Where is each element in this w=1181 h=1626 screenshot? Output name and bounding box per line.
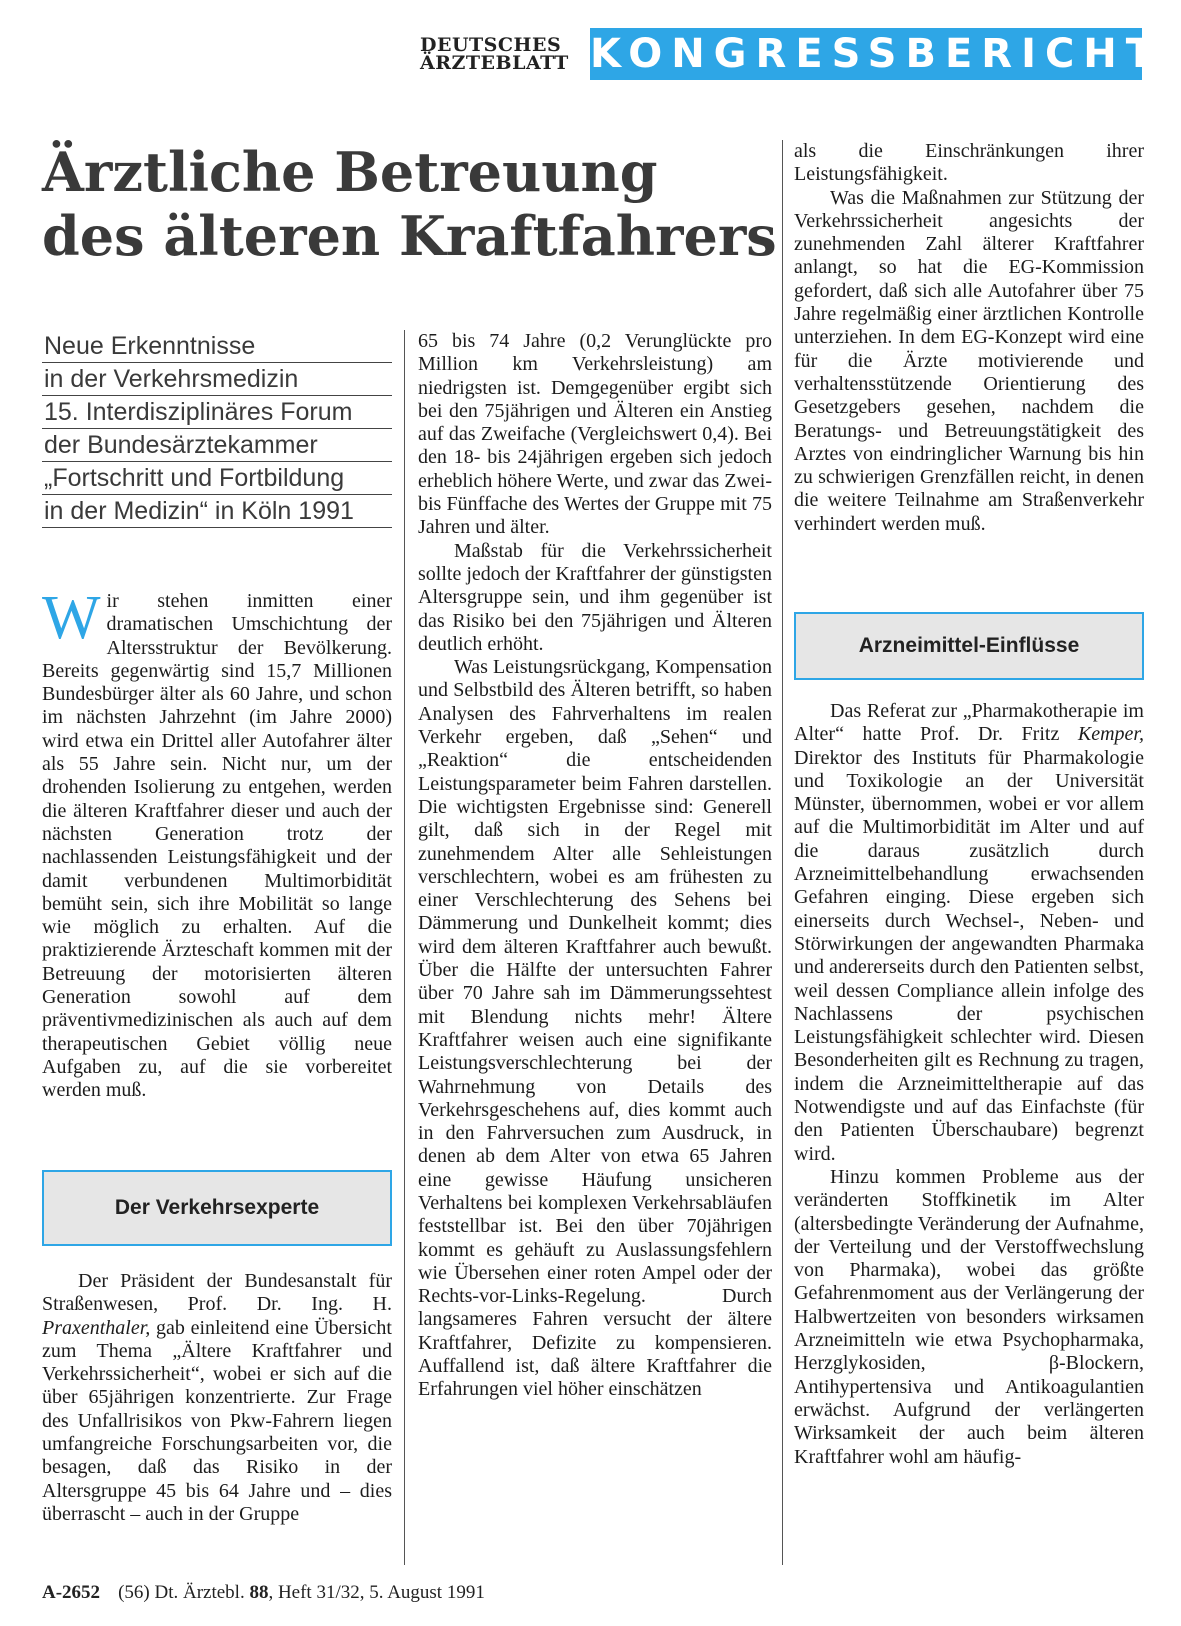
citation-text: , Heft 31/32, 5. August 1991 <box>268 1582 485 1603</box>
citation-text: (56) Dt. Ärztebl. <box>118 1582 250 1603</box>
paragraph: als die Einschränkungen ihrer Leistungsfähigkeit. <box>794 140 1144 186</box>
paragraph-president <box>42 1270 392 1526</box>
heading-verkehrsexperte: Der Verkehrsexperte <box>42 1170 392 1246</box>
title-line-1: Ärztliche Betreuung <box>42 140 658 204</box>
article-title <box>42 140 782 268</box>
paragraph-text: Das Referat zur „Pharmakotherapie im Alter“ hatte Prof. Dr. Fritz <box>794 700 1144 746</box>
paragraph-text: Der Präsident der Bundesanstalt für Straßenwesen, Prof. Dr. Ing. H. <box>42 1270 392 1316</box>
column-1-lower <box>42 1270 392 1526</box>
paragraph: 65 bis 74 Jahre (0,2 Verunglückte pro Million km Verkehrsleistung) am niedrigsten ist. Demgegenüber ergibt sich bei den 75jährigen und Älteren ein Anstieg auf das Zweifache (Vergleichswert 0,4). Bei den 18- bis 24jährigen ergeben sich jedoch erheblich höhere Werte, und zwar das Zwei- bis Fünffache des Wertes der Gruppe mit 75 Jahren und älter. <box>418 330 772 539</box>
paragraph: Maßstab für die Verkehrssicherheit sollte jedoch der Kraftfahrer der günstigsten Altersgruppe sein, und ihm gegenüber ist das Risiko bei den 75jährigen und Älteren deutlich erhöht. <box>418 539 772 655</box>
drop-cap: W <box>42 584 101 652</box>
subtitle-line: in der Medizin“ in Köln 1991 <box>42 495 392 528</box>
column-3 <box>794 140 1144 536</box>
column-3-lower <box>794 700 1144 1469</box>
section-banner: KONGRESSBERICHT <box>590 28 1142 80</box>
intro-text: ir stehen inmitten einer dramatischen Umschichtung der Altersstruktur der Bevölkerung. Bereits gegenwärtig sind 15,7 Millionen Bundesbürger älter als 60 Jahre, und schon im nächsten Jahrzehnt (im Jahre 2000) wird etwa ein Drittel aller Autofahrer älter als 55 Jahre sein. Nicht nur, um der drohenden Isolierung zu entgehen, werden die älteren Kraftfahrer dieser und auch der nächsten Generation trotz der nachlassenden Leistungsfähigkeit und der damit verbundenen Multimorbidität bemüht sein, sich ihre Mobilität so lange wie möglich zu erhalten. Auf die praktizierende Ärzteschaft kommen mit der Betreuung der motorisierten älteren Generation sowohl auf dem präventivmedizinischen als auch auf dem therapeutischen Gebiet völlig neue Aufgaben zu, auf die sie vorbereitet werden muß. <box>42 590 392 1102</box>
paragraph: Hinzu kommen Probleme aus der veränderten Stoffkinetik im Alter (altersbedingte Veränderung der Aufnahme, der Verteilung und der Verstoffwechslung von Pharmaka), wobei das größte Gefahrenmoment aus der Verlängerung der Halbwertzeiten von besonders wirksamen Arzneimitteln wie etwa Psychopharmaka, Herzglykosiden, β-Blockern, Antihypertensiva und Antikoagulantien erwächst. Aufgrund der verlängerten Wirksamkeit der auch beim älteren Kraftfahrer wohl am häufig- <box>794 1165 1144 1468</box>
column-1 <box>42 584 392 1103</box>
subtitle-line: Neue Erkenntnisse <box>42 330 392 363</box>
volume-number: 88 <box>249 1582 269 1603</box>
paragraph-kemper <box>794 700 1144 1166</box>
paragraph: Was Leistungsrückgang, Kompensation und Selbstbild des Älteren betrifft, so haben Analysen des Fahrverhaltens im realen Verkehr ergeben, daß „Sehen“ und „Reaktion“ die entscheidenden Leistungsparameter beim Fahren darstellen. Die wichtigsten Ergebnisse sind: Generell gilt, daß sich in der Regel mit zunehmendem Alter alle Sehleistungen verschlechtern, wobei es am frühesten zu einer Verschlechterung des Sehens bei Dämmerung und Dunkelheit kommt; dies wird dem älteren Kraftfahrer auch bewußt. Über die Hälfte der untersuchten Fahrer über 70 Jahre sah im Dämmerungssehtest mit Blendung nichts mehr! Ältere Kraftfahrer weisen auch eine signifikante Leistungsverschlechterung bei der Wahrnehmung von Details des Verkehrsgeschehens auf, dies kommt auch in den Fahrversuchen zum Ausdruck, in denen ab dem Alter von etwa 65 Jahren eine gewisse Häufung unsicheren Verhaltens bei komplexen Verkehrsabläufen feststellbar ist. Bei den über 70jährigen kommt es gehäuft zu Auslassungsfehlern wie Übersehen einer roten Ampel oder der Rechts-vor-Links-Regelung. Durch langsameres Fahren versucht der ältere Kraftfahrer, Defizite zu kompensieren. Auffallend ist, daß ältere Kraftfahrer die Erfahrungen viel höher einschätzen <box>418 656 772 1401</box>
heading-arzneimittel: Arzneimittel-Einflüsse <box>794 612 1144 680</box>
subtitle-block <box>42 330 392 528</box>
column-divider <box>782 140 783 1565</box>
subtitle-line: in der Verkehrsmedizin <box>42 363 392 396</box>
page-code: A-2652 <box>42 1582 101 1603</box>
subtitle-line: „Fortschritt und Fortbildung <box>42 462 392 495</box>
column-2 <box>418 330 772 1402</box>
column-divider <box>404 330 405 1565</box>
person-name: Kemper, <box>1077 723 1144 746</box>
page-footer <box>42 1582 485 1604</box>
title-line-2: des älteren Kraftfahrers <box>42 204 777 268</box>
paragraph-text: gab einleitend eine Übersicht zum Thema „Ältere Kraftfahrer und Verkehrssicherheit“, wobei er sich auf die über 65jährigen konzentrierte. Zur Frage des Unfallrisikos von Pkw-Fahrern liegen umfangreiche Forschungsarbeiten vor, die besagen, daß das Risiko in der Altersgruppe 45 bis 64 Jahre und – dies überrascht – auch in der Gruppe <box>42 1316 392 1525</box>
paragraph: Was die Maßnahmen zur Stützung der Verkehrssicherheit angesichts der zunehmenden Zahl älterer Kraftfahrer anlangt, so hat die EG-Kommission gefordert, daß sich alle Autofahrer über 75 Jahre regelmäßig einer ärztlichen Kontrolle unterziehen. In dem EG-Konzept wird eine für die Ärzte motivierende und verhaltensstützende Orientierung des Gesetzgebers gesehen, nachdem die Beratungs- und Betreuungstätigkeit des Arztes von eindringlicher Warnung bis hin zu schwierigen Grenzfällen reicht, in denen die weitere Teilnahme am Straßenverkehr verhindert werden muß. <box>794 186 1144 535</box>
person-name: Praxenthaler, <box>42 1316 151 1339</box>
journal-logo <box>420 36 580 72</box>
logo-line-1: DEUTSCHES <box>420 34 562 56</box>
paragraph-text: Direktor des Instituts für Pharmakologie und Toxikologie an der Universität Münster, übernommen, wobei er vor allem auf die Multimorbidität im Alter und auf die daraus zusätzlich durch Arzneimittelbehandlung erwachsenden Gefahren einging. Diese ergeben sich einerseits durch Wechsel-, Neben- und Störwirkungen der angewandten Pharmaka und andererseits durch den Patienten selbst, weil dessen Compliance allein infolge des Nachlassens der psychischen Leistungsfähigkeit schlechter wird. Diesen Besonderheiten gilt es Rechnung zu tragen, indem die Arzneimitteltherapie auf das Notwendigste und auf das Einfachste (für den Patienten Überschaubare) begrenzt wird. <box>794 746 1144 1165</box>
subtitle-line: 15. Interdisziplinäres Forum <box>42 396 392 429</box>
intro-paragraph <box>42 584 392 1103</box>
subtitle-line: der Bundesärztekammer <box>42 429 392 462</box>
logo-line-2: ÄRZTEBLATT <box>420 52 569 74</box>
